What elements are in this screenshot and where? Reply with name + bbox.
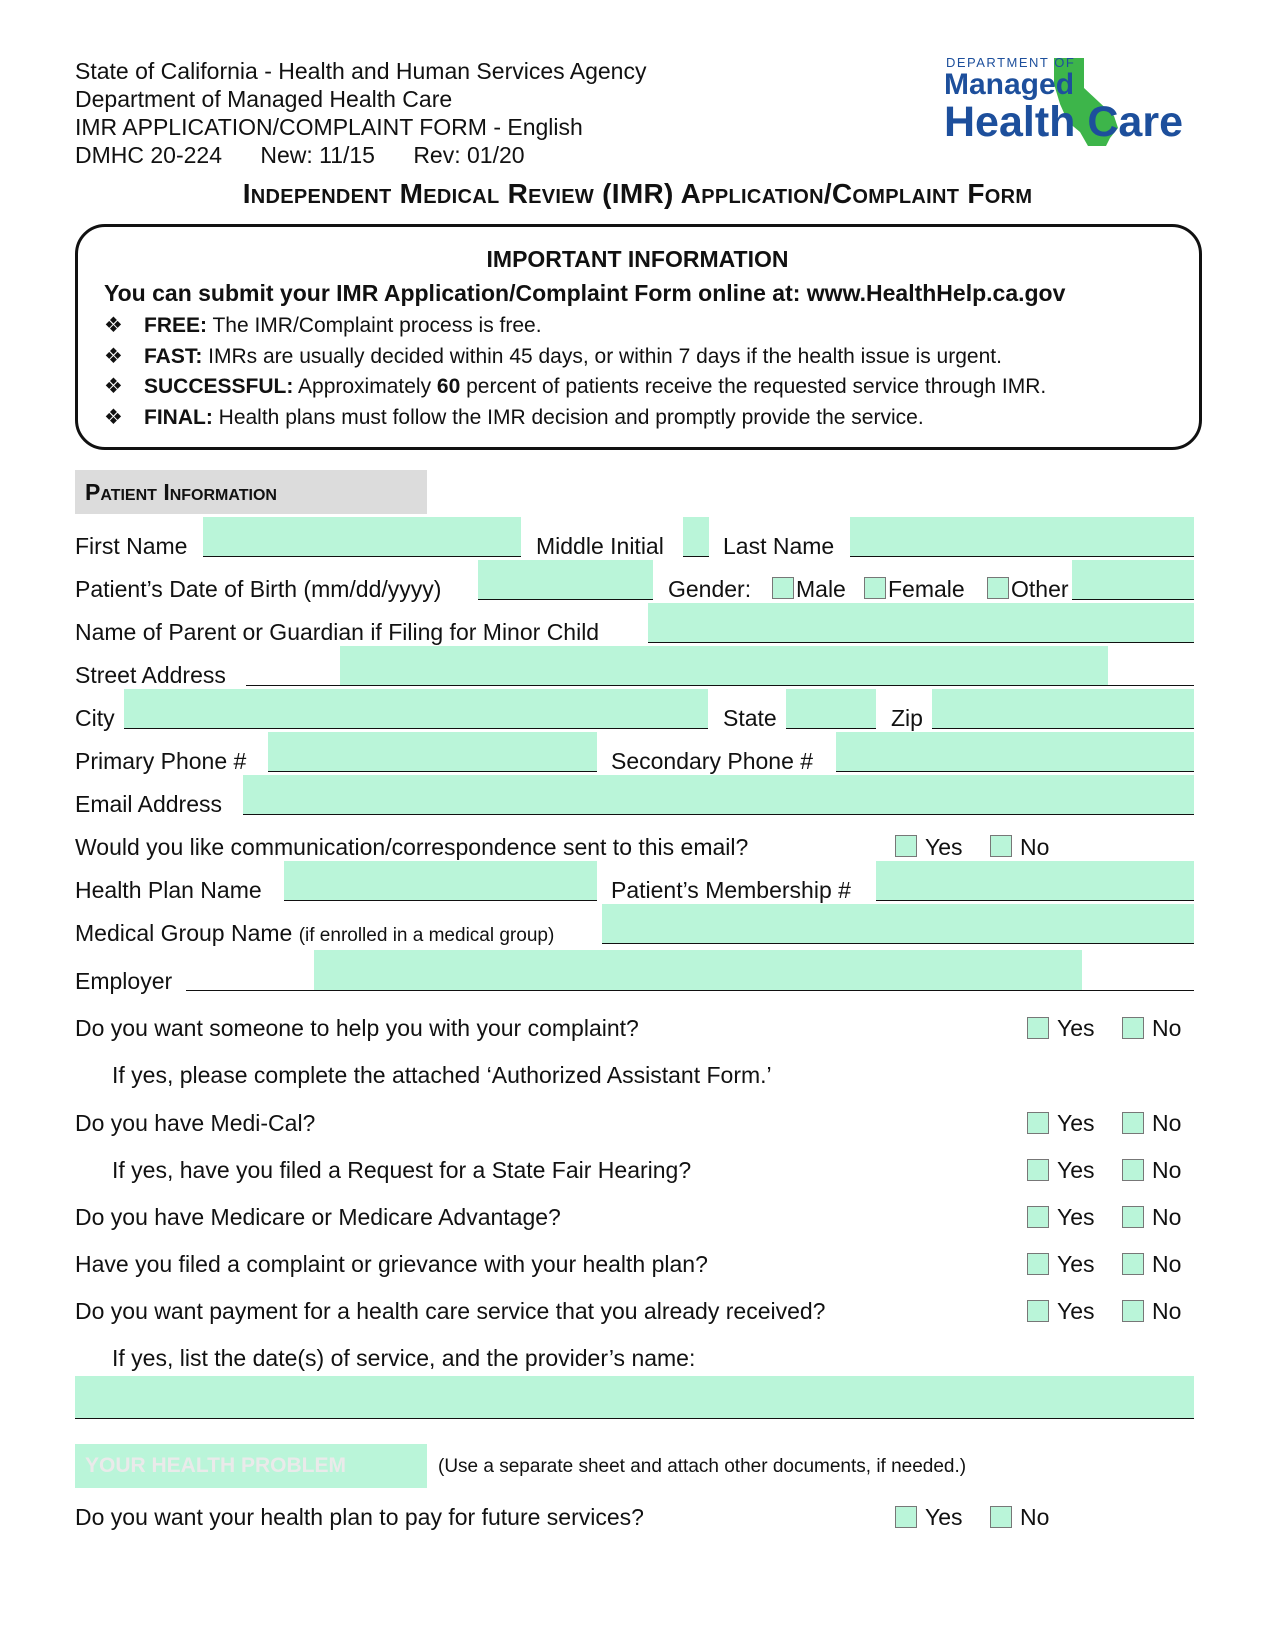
payment-no-checkbox[interactable] [1122, 1300, 1144, 1322]
guardian-label: Name of Parent or Guardian if Filing for Minor Child [75, 619, 600, 645]
zip-underline [932, 728, 1194, 729]
authorized-assistant-note: If yes, please complete the attached ‘Authorized Assistant Form.’ [112, 1062, 772, 1088]
medi-cal-yes-label: Yes [1057, 1110, 1095, 1136]
future-services-yes-checkbox[interactable] [895, 1506, 917, 1528]
bullet-final: ❖ FINAL: Health plans must follow the IMR decision and promptly provide the service. [104, 406, 924, 429]
form-title: Independent Medical Review (IMR) Application/Complaint Form [242, 178, 1033, 209]
medicare-question: Do you have Medicare or Medicare Advantage? [75, 1204, 561, 1230]
medi-cal-no-label: No [1152, 1110, 1182, 1136]
grievance-question: Have you filed a complaint or grievance with your health plan? [75, 1251, 708, 1277]
city-label: City [75, 705, 115, 731]
logo-dept-text: DEPARTMENT OF [946, 55, 1076, 70]
email-no-checkbox[interactable] [990, 835, 1012, 857]
online-submit-text: You can submit your IMR Application/Complaint Form online at: www.HealthHelp.ca.gov [104, 280, 1066, 306]
service-dates-underline [75, 1418, 1194, 1419]
primary-phone-underline [268, 771, 597, 772]
payment-no-label: No [1152, 1298, 1182, 1324]
employer-field[interactable] [314, 950, 1082, 990]
grievance-no-checkbox[interactable] [1122, 1253, 1144, 1275]
health-plan-field[interactable] [284, 861, 597, 900]
state-field[interactable] [786, 689, 876, 728]
medical-group-label: Medical Group Name (if enrolled in a medical group) [75, 920, 555, 946]
gender-male-label: Male [796, 576, 846, 602]
first-name-label: First Name [75, 533, 188, 559]
employer-label: Employer [75, 968, 173, 994]
gender-label: Gender: [668, 576, 752, 602]
street-address-field[interactable] [340, 646, 1108, 685]
fair-hearing-question: If yes, have you filed a Request for a State Fair Hearing? [112, 1157, 692, 1183]
membership-field[interactable] [876, 861, 1194, 900]
future-services-no-label: No [1020, 1504, 1050, 1530]
city-field[interactable] [124, 689, 708, 728]
dob-label: Patient’s Date of Birth (mm/dd/yyyy) [75, 576, 442, 602]
email-field[interactable] [243, 775, 1194, 814]
fair-hearing-yes-label: Yes [1057, 1157, 1095, 1183]
medicare-no-checkbox[interactable] [1122, 1206, 1144, 1228]
medi-cal-no-checkbox[interactable] [1122, 1112, 1144, 1134]
middle-initial-underline [683, 556, 709, 557]
last-name-label: Last Name [723, 533, 835, 559]
medicare-yes-label: Yes [1057, 1204, 1095, 1230]
middle-initial-label: Middle Initial [536, 533, 664, 559]
bullet-successful: ❖ SUCCESSFUL: Approximately 60 percent of patients receive the requested service through IMR. [104, 375, 1047, 398]
payment-yes-label: Yes [1057, 1298, 1095, 1324]
bullet-free: ❖ FREE: The IMR/Complaint process is free. [104, 314, 542, 337]
last-name-field[interactable] [850, 517, 1194, 556]
secondary-phone-field[interactable] [836, 732, 1194, 771]
first-name-underline [203, 556, 521, 557]
email-label: Email Address [75, 791, 223, 817]
form-name-line: IMR APPLICATION/COMPLAINT FORM - English [75, 114, 583, 140]
gender-other-field[interactable] [1072, 560, 1194, 599]
secondary-phone-underline [836, 771, 1194, 772]
street-address-underline [246, 685, 1194, 686]
secondary-phone-label: Secondary Phone # [611, 748, 814, 774]
primary-phone-label: Primary Phone # [75, 748, 247, 774]
diamond-bullet-icon: ❖ [104, 345, 123, 368]
dob-underline [478, 599, 653, 600]
zip-label: Zip [891, 705, 923, 731]
medicare-no-label: No [1152, 1204, 1182, 1230]
important-info-heading: IMPORTANT INFORMATION [486, 246, 789, 272]
email-yes-label: Yes [925, 834, 963, 860]
health-plan-underline [284, 900, 597, 901]
primary-phone-field[interactable] [268, 732, 597, 771]
future-services-no-checkbox[interactable] [990, 1506, 1012, 1528]
future-services-yes-label: Yes [925, 1504, 963, 1530]
medical-group-underline [602, 943, 1194, 944]
patient-info-heading: Patient Information [75, 470, 427, 514]
grievance-yes-label: Yes [1057, 1251, 1095, 1277]
medi-cal-question: Do you have Medi-Cal? [75, 1110, 316, 1136]
last-name-underline [850, 556, 1194, 557]
help-yes-checkbox[interactable] [1027, 1017, 1049, 1039]
dmhc-logo [940, 50, 1190, 150]
dob-field[interactable] [478, 560, 653, 599]
medical-group-field[interactable] [602, 904, 1194, 943]
future-services-question: Do you want your health plan to pay for future services? [75, 1504, 644, 1530]
email-correspondence-question: Would you like communication/correspondence sent to this email? [75, 834, 749, 860]
logo-managed-text: Managed [944, 68, 1075, 101]
grievance-no-label: No [1152, 1251, 1182, 1277]
fair-hearing-yes-checkbox[interactable] [1027, 1159, 1049, 1181]
fair-hearing-no-label: No [1152, 1157, 1182, 1183]
zip-field[interactable] [932, 689, 1194, 728]
help-no-checkbox[interactable] [1122, 1017, 1144, 1039]
gender-other-underline [1072, 599, 1194, 600]
health-plan-label: Health Plan Name [75, 877, 262, 903]
service-dates-note: If yes, list the date(s) of service, and the provider’s name: [112, 1345, 696, 1371]
state-label: State [723, 705, 777, 731]
diamond-bullet-icon: ❖ [104, 406, 123, 429]
gender-other-label: Other [1011, 576, 1069, 602]
help-question: Do you want someone to help you with your complaint? [75, 1015, 639, 1041]
diamond-bullet-icon: ❖ [104, 314, 123, 337]
medicare-yes-checkbox[interactable] [1027, 1206, 1049, 1228]
logo-health-care-text: Health Care [944, 98, 1183, 146]
fair-hearing-no-checkbox[interactable] [1122, 1159, 1144, 1181]
medi-cal-yes-checkbox[interactable] [1027, 1112, 1049, 1134]
middle-initial-field[interactable] [683, 517, 709, 556]
city-underline [124, 728, 708, 729]
grievance-yes-checkbox[interactable] [1027, 1253, 1049, 1275]
email-no-label: No [1020, 834, 1050, 860]
help-no-label: No [1152, 1015, 1182, 1041]
guardian-underline [648, 642, 1194, 643]
state-underline [786, 728, 876, 729]
form-number-line: DMHC 20-224 New: 11/15 Rev: 01/20 [75, 142, 525, 168]
help-yes-label: Yes [1057, 1015, 1095, 1041]
department-line: Department of Managed Health Care [75, 86, 453, 112]
health-problem-heading: YOUR HEALTH PROBLEM [75, 1444, 427, 1488]
email-yes-checkbox[interactable] [895, 835, 917, 857]
service-dates-field[interactable] [75, 1376, 1194, 1418]
first-name-field[interactable] [203, 517, 521, 556]
membership-label: Patient’s Membership # [611, 877, 851, 903]
gender-female-label: Female [888, 576, 965, 602]
membership-underline [876, 900, 1194, 901]
gender-other-checkbox[interactable] [987, 577, 1009, 599]
gender-female-checkbox[interactable] [864, 577, 886, 599]
gender-male-checkbox[interactable] [772, 577, 794, 599]
payment-yes-checkbox[interactable] [1027, 1300, 1049, 1322]
guardian-field[interactable] [648, 603, 1194, 642]
diamond-bullet-icon: ❖ [104, 375, 123, 398]
payment-question: Do you want payment for a health care service that you already received? [75, 1298, 826, 1324]
street-address-label: Street Address [75, 662, 226, 688]
agency-line: State of California - Health and Human Services Agency [75, 58, 647, 84]
email-underline [243, 814, 1194, 815]
bullet-fast: ❖ FAST: IMRs are usually decided within 45 days, or within 7 days if the health issue is urgent. [104, 345, 1002, 368]
health-problem-note: (Use a separate sheet and attach other documents, if needed.) [438, 1456, 967, 1477]
employer-underline [186, 990, 1194, 991]
